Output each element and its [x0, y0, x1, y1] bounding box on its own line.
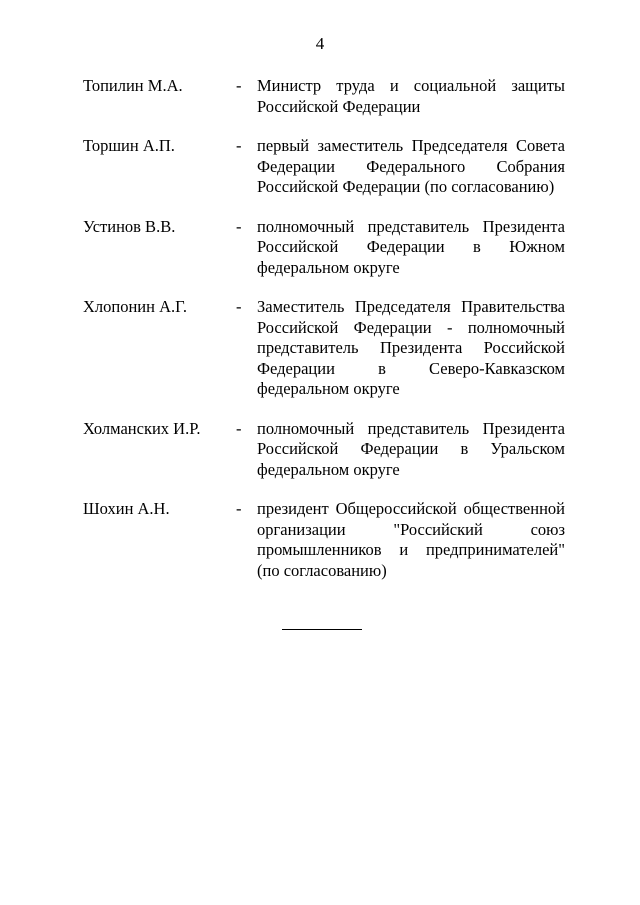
- role-line: федеральном округе: [257, 257, 400, 277]
- role-line: Российской Федерации: [257, 96, 421, 116]
- role-line: Заместитель Председателя Правительства: [257, 297, 565, 316]
- role-line: Федерации в Северо-Кавказском: [257, 358, 565, 378]
- member-entry: [0, 217, 640, 279]
- page-number: 4: [315, 34, 325, 53]
- member-dash: -: [236, 297, 242, 316]
- member-list: [0, 76, 640, 600]
- member-name: Холманских И.Р.: [83, 418, 201, 438]
- member-name: Топилин М.А.: [83, 76, 183, 95]
- member-dash: -: [236, 76, 242, 95]
- role-line: Министр труда и социальной защиты: [257, 76, 565, 95]
- member-role: [257, 419, 565, 481]
- member-entry: [0, 76, 640, 117]
- role-line: федеральном округе: [257, 379, 400, 398]
- role-line: Российской Федерации (по согласованию): [257, 177, 555, 196]
- member-role: [257, 499, 565, 581]
- member-entry: [0, 419, 640, 481]
- role-line: федеральном округе: [257, 459, 400, 479]
- member-entry: [0, 499, 640, 581]
- role-line: (по согласованию): [257, 560, 387, 580]
- member-dash: -: [236, 499, 242, 518]
- member-name: Торшин А.П.: [83, 136, 175, 155]
- role-line: первый заместитель Председателя Совета: [257, 136, 565, 155]
- role-line: президент Общероссийской общественной: [257, 499, 565, 518]
- role-line: представитель Президента Российской: [257, 338, 565, 357]
- member-dash: -: [236, 136, 242, 155]
- member-role: [257, 76, 565, 117]
- role-line: промышленников и предпринимателей": [257, 540, 565, 559]
- role-line: Российской Федерации - полномочный: [257, 317, 565, 337]
- member-entry: [0, 136, 640, 198]
- member-name: Хлопонин А.Г.: [83, 297, 187, 316]
- member-dash: -: [236, 418, 242, 438]
- member-entry: [0, 297, 640, 400]
- role-line: Федерации Федерального Собрания: [257, 156, 565, 176]
- member-name: Шохин А.Н.: [83, 499, 170, 518]
- role-line: полномочный представитель Президента: [257, 216, 565, 236]
- member-role: [257, 136, 565, 198]
- role-line: полномочный представитель Президента: [257, 418, 565, 438]
- member-dash: -: [236, 216, 242, 236]
- role-line: Российской Федерации в Уральском: [257, 439, 565, 458]
- closing-rule: [282, 629, 362, 630]
- role-line: организации "Российский союз: [257, 519, 565, 539]
- role-line: Российской Федерации в Южном: [257, 237, 565, 256]
- member-role: [257, 217, 565, 279]
- member-name: Устинов В.В.: [83, 216, 176, 236]
- member-role: [257, 297, 565, 400]
